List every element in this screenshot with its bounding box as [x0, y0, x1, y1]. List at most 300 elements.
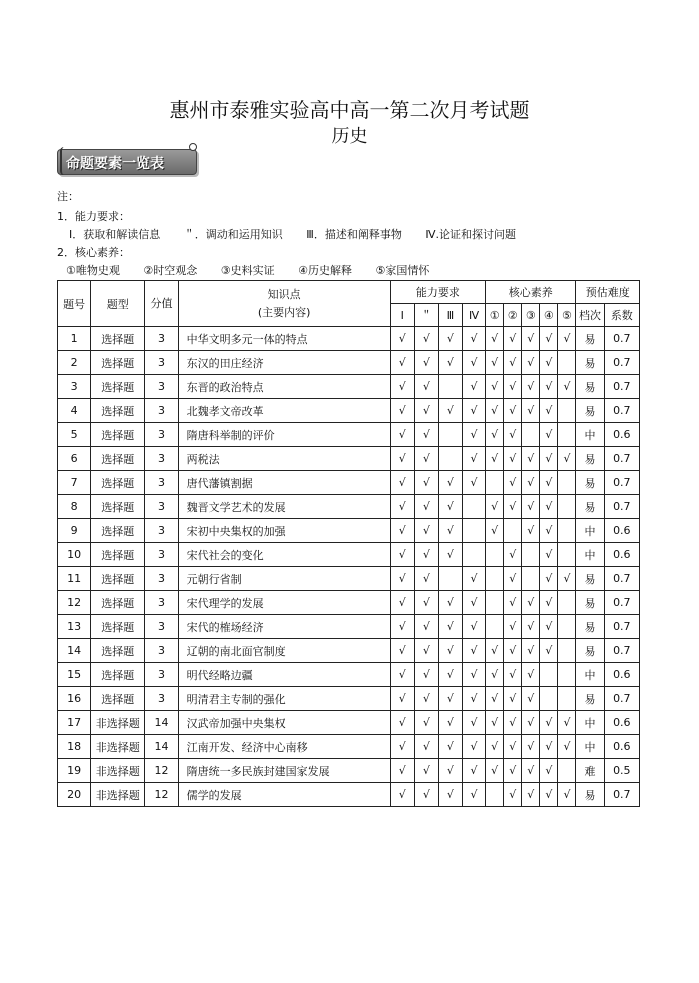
literacy-check: √ — [486, 735, 504, 759]
literacy-check: √ — [522, 615, 540, 639]
row-level: 易 — [576, 399, 604, 423]
row-num: 16 — [58, 687, 91, 711]
row-type: 选择题 — [91, 327, 145, 351]
row-knowledge-point: 隋唐科举制的评价 — [178, 423, 390, 447]
row-score: 3 — [145, 663, 178, 687]
row-num: 20 — [58, 783, 91, 807]
literacy-check: √ — [558, 711, 576, 735]
row-type: 选择题 — [91, 399, 145, 423]
row-num: 5 — [58, 423, 91, 447]
row-coef: 0.7 — [604, 591, 639, 615]
literacy-check: √ — [504, 711, 522, 735]
literacy-check — [504, 519, 522, 543]
table-row — [58, 519, 640, 543]
ability-check: √ — [414, 495, 438, 519]
row-level: 中 — [576, 711, 604, 735]
literacy-check: √ — [540, 735, 558, 759]
ability-check: √ — [390, 663, 414, 687]
literacy-check: √ — [540, 711, 558, 735]
ability-list — [69, 226, 536, 242]
ability-title: 1．能力要求： — [57, 210, 130, 223]
literacy-check: √ — [522, 471, 540, 495]
ability-check: √ — [390, 543, 414, 567]
row-score: 3 — [145, 375, 178, 399]
row-level: 中 — [576, 663, 604, 687]
row-score: 3 — [145, 519, 178, 543]
row-type: 选择题 — [91, 543, 145, 567]
ability-check: √ — [438, 639, 462, 663]
literacy-check: √ — [540, 519, 558, 543]
ability-check: √ — [414, 711, 438, 735]
row-type: 非选择题 — [91, 711, 145, 735]
literacy-check — [558, 543, 576, 567]
row-num: 7 — [58, 471, 91, 495]
literacy-check: √ — [486, 687, 504, 711]
row-coef: 0.7 — [604, 615, 639, 639]
literacy-check: √ — [522, 783, 540, 807]
row-type: 选择题 — [91, 591, 145, 615]
row-score: 3 — [145, 423, 178, 447]
literacy-check: √ — [540, 639, 558, 663]
ability-check: √ — [390, 567, 414, 591]
literacy-check — [486, 567, 504, 591]
literacy-check: √ — [522, 663, 540, 687]
literacy-check: √ — [522, 687, 540, 711]
row-score: 3 — [145, 351, 178, 375]
row-num: 15 — [58, 663, 91, 687]
table-row — [58, 327, 640, 351]
row-level: 易 — [576, 687, 604, 711]
ability-check: √ — [390, 783, 414, 807]
row-type: 选择题 — [91, 615, 145, 639]
row-type: 选择题 — [91, 375, 145, 399]
ability-check: √ — [390, 759, 414, 783]
literacy-check: √ — [486, 423, 504, 447]
row-coef: 0.7 — [604, 399, 639, 423]
row-knowledge-point: 宋代理学的发展 — [178, 591, 390, 615]
ability-check: √ — [438, 591, 462, 615]
ability-check: √ — [462, 327, 485, 351]
literacy-check — [558, 663, 576, 687]
ability-check: √ — [414, 399, 438, 423]
ability-check: √ — [462, 471, 485, 495]
literacy-check: √ — [540, 543, 558, 567]
literacy-check: √ — [504, 567, 522, 591]
literacy-check: √ — [504, 543, 522, 567]
row-level: 易 — [576, 495, 604, 519]
literacy-check: √ — [522, 711, 540, 735]
row-type: 选择题 — [91, 687, 145, 711]
row-level: 易 — [576, 615, 604, 639]
row-type: 选择题 — [91, 423, 145, 447]
row-coef: 0.7 — [604, 351, 639, 375]
literacy-check: √ — [486, 519, 504, 543]
row-score: 3 — [145, 615, 178, 639]
ability-check: √ — [462, 447, 485, 471]
row-knowledge-point: 元朝行省制 — [178, 567, 390, 591]
literacy-check: √ — [540, 495, 558, 519]
row-level: 中 — [576, 519, 604, 543]
ability-check: √ — [414, 687, 438, 711]
literacy-check: √ — [504, 399, 522, 423]
header-ability: 能力要求 — [390, 281, 485, 304]
ability-check: √ — [462, 711, 485, 735]
row-score: 3 — [145, 471, 178, 495]
literacy-check: √ — [522, 327, 540, 351]
row-num: 2 — [58, 351, 91, 375]
ability-check: √ — [438, 783, 462, 807]
literacy-check — [540, 687, 558, 711]
row-level: 易 — [576, 471, 604, 495]
row-level: 中 — [576, 543, 604, 567]
literacy-check: √ — [504, 447, 522, 471]
header-ability-col: Ⅳ — [462, 304, 485, 327]
header-diff-col: 系数 — [604, 304, 639, 327]
ability-check: √ — [414, 663, 438, 687]
row-type: 选择题 — [91, 351, 145, 375]
row-knowledge-point: 辽朝的南北面官制度 — [178, 639, 390, 663]
header-knowledge-point — [178, 281, 390, 327]
literacy-check: √ — [540, 567, 558, 591]
row-score: 3 — [145, 447, 178, 471]
literacy-item: ②时空观念 — [143, 264, 198, 277]
header-literacy-col: ② — [504, 304, 522, 327]
ability-check: √ — [414, 591, 438, 615]
literacy-check — [558, 591, 576, 615]
ability-check: √ — [390, 687, 414, 711]
row-num: 1 — [58, 327, 91, 351]
row-num: 12 — [58, 591, 91, 615]
literacy-check: √ — [504, 591, 522, 615]
row-coef: 0.7 — [604, 327, 639, 351]
literacy-item: ①唯物史观 — [66, 264, 120, 277]
row-level: 易 — [576, 591, 604, 615]
literacy-check — [558, 351, 576, 375]
row-coef: 0.6 — [604, 663, 639, 687]
header-ability-col: ＂ — [414, 304, 438, 327]
row-score: 3 — [145, 567, 178, 591]
row-level: 易 — [576, 375, 604, 399]
literacy-check: √ — [486, 759, 504, 783]
literacy-check: √ — [504, 423, 522, 447]
literacy-title: 2．核心素养： — [57, 246, 130, 259]
header-ability-col: Ⅰ — [390, 304, 414, 327]
ability-check: √ — [414, 783, 438, 807]
ability-check: √ — [462, 351, 485, 375]
literacy-check — [522, 567, 540, 591]
row-coef: 0.7 — [604, 495, 639, 519]
ability-check: √ — [462, 663, 485, 687]
literacy-check: √ — [486, 639, 504, 663]
table-row — [58, 663, 640, 687]
literacy-check: √ — [522, 519, 540, 543]
row-knowledge-point: 宋初中央集权的加强 — [178, 519, 390, 543]
row-knowledge-point: 江南开发、经济中心南移 — [178, 735, 390, 759]
literacy-check — [558, 423, 576, 447]
ability-check: √ — [390, 639, 414, 663]
row-score: 3 — [145, 687, 178, 711]
banner-label: 命题要素一览表 — [66, 156, 164, 172]
ability-check: √ — [438, 351, 462, 375]
literacy-check — [540, 663, 558, 687]
ability-check: √ — [438, 399, 462, 423]
header-literacy-col: ④ — [540, 304, 558, 327]
row-score: 3 — [145, 591, 178, 615]
ability-check: √ — [414, 351, 438, 375]
row-score: 3 — [145, 495, 178, 519]
table-row — [58, 591, 640, 615]
table-row — [58, 567, 640, 591]
ability-check — [438, 375, 462, 399]
literacy-check: √ — [504, 759, 522, 783]
literacy-check — [486, 471, 504, 495]
literacy-check: √ — [486, 495, 504, 519]
ability-check: √ — [462, 783, 485, 807]
row-knowledge-point: 东晋的政治特点 — [178, 375, 390, 399]
ability-check: √ — [414, 759, 438, 783]
ability-check: √ — [390, 351, 414, 375]
ability-check: √ — [390, 495, 414, 519]
row-knowledge-point: 中华文明多元一体的特点 — [178, 327, 390, 351]
ability-check: √ — [438, 687, 462, 711]
row-score: 3 — [145, 327, 178, 351]
row-score: 14 — [145, 711, 178, 735]
row-num: 6 — [58, 447, 91, 471]
ability-check: √ — [462, 687, 485, 711]
section-banner — [57, 149, 197, 175]
row-coef: 0.6 — [604, 519, 639, 543]
row-score: 14 — [145, 735, 178, 759]
literacy-check: √ — [540, 783, 558, 807]
row-coef: 0.6 — [604, 735, 639, 759]
literacy-check: √ — [504, 351, 522, 375]
row-coef: 0.7 — [604, 783, 639, 807]
row-knowledge-point: 隋唐统一多民族封建国家发展 — [178, 759, 390, 783]
literacy-item: ③史料实证 — [220, 264, 275, 277]
ability-check: √ — [438, 711, 462, 735]
row-level: 易 — [576, 783, 604, 807]
ability-check: √ — [390, 471, 414, 495]
literacy-item: ⑤家国情怀 — [375, 264, 430, 277]
row-coef: 0.7 — [604, 375, 639, 399]
literacy-check — [558, 759, 576, 783]
literacy-check: √ — [486, 327, 504, 351]
row-type: 选择题 — [91, 519, 145, 543]
table-row — [58, 471, 640, 495]
ability-check: √ — [390, 615, 414, 639]
table-row — [58, 687, 640, 711]
row-num: 14 — [58, 639, 91, 663]
literacy-check — [558, 687, 576, 711]
ability-check: √ — [438, 543, 462, 567]
ability-check: √ — [462, 735, 485, 759]
row-type: 选择题 — [91, 567, 145, 591]
row-num: 18 — [58, 735, 91, 759]
ability-check: √ — [462, 423, 485, 447]
table-row — [58, 543, 640, 567]
row-num: 4 — [58, 399, 91, 423]
table-row — [58, 711, 640, 735]
scroll-pin-icon — [189, 143, 197, 151]
literacy-check: √ — [558, 735, 576, 759]
ability-check — [438, 447, 462, 471]
row-knowledge-point: 唐代藩镇割据 — [178, 471, 390, 495]
page-title: 惠州市泰雅实验高中高一第二次月考试题 — [169, 98, 530, 122]
row-score: 12 — [145, 759, 178, 783]
literacy-check — [558, 495, 576, 519]
ability-check: √ — [438, 327, 462, 351]
literacy-check: √ — [540, 399, 558, 423]
table-row — [58, 639, 640, 663]
literacy-list — [66, 262, 449, 278]
ability-check: √ — [438, 735, 462, 759]
literacy-check: √ — [486, 375, 504, 399]
ability-check: √ — [462, 591, 485, 615]
ability-check: √ — [390, 591, 414, 615]
literacy-check — [558, 639, 576, 663]
row-score: 3 — [145, 543, 178, 567]
literacy-check: √ — [540, 615, 558, 639]
ability-check: √ — [414, 567, 438, 591]
row-coef: 0.6 — [604, 543, 639, 567]
literacy-check: √ — [558, 783, 576, 807]
literacy-check: √ — [540, 351, 558, 375]
literacy-check: √ — [540, 423, 558, 447]
header-score: 分值 — [145, 281, 178, 327]
literacy-check: √ — [504, 375, 522, 399]
row-coef: 0.7 — [604, 567, 639, 591]
literacy-check — [522, 543, 540, 567]
row-knowledge-point: 汉武帝加强中央集权 — [178, 711, 390, 735]
literacy-check: √ — [540, 471, 558, 495]
header-kp-line2: (主要内容) — [257, 305, 311, 319]
ability-check: √ — [414, 543, 438, 567]
literacy-check: √ — [504, 687, 522, 711]
literacy-check: √ — [504, 495, 522, 519]
row-coef: 0.7 — [604, 639, 639, 663]
header-ability-col: Ⅲ — [438, 304, 462, 327]
literacy-check — [558, 519, 576, 543]
header-diff-col: 档次 — [576, 304, 604, 327]
literacy-check: √ — [486, 351, 504, 375]
ability-check: √ — [390, 399, 414, 423]
table-row — [58, 399, 640, 423]
ability-check: √ — [414, 735, 438, 759]
literacy-check: √ — [504, 615, 522, 639]
literacy-check: √ — [522, 447, 540, 471]
table-row — [58, 495, 640, 519]
ability-check: √ — [462, 759, 485, 783]
literacy-item: ④历史解释 — [298, 264, 352, 277]
literacy-check — [558, 615, 576, 639]
literacy-check: √ — [558, 567, 576, 591]
scroll-curl-icon — [60, 147, 70, 175]
table-row — [58, 423, 640, 447]
row-coef: 0.5 — [604, 759, 639, 783]
row-level: 中 — [576, 735, 604, 759]
row-num: 17 — [58, 711, 91, 735]
literacy-check: √ — [504, 735, 522, 759]
ability-check: √ — [462, 615, 485, 639]
header-literacy-col: ⑤ — [558, 304, 576, 327]
literacy-check: √ — [486, 399, 504, 423]
literacy-check: √ — [486, 663, 504, 687]
literacy-check: √ — [504, 471, 522, 495]
literacy-check: √ — [558, 375, 576, 399]
row-knowledge-point: 东汉的田庄经济 — [178, 351, 390, 375]
row-level: 易 — [576, 447, 604, 471]
ability-check: √ — [438, 663, 462, 687]
table-row — [58, 351, 640, 375]
row-level: 易 — [576, 327, 604, 351]
table-row — [58, 735, 640, 759]
literacy-check: √ — [558, 327, 576, 351]
row-level: 易 — [576, 567, 604, 591]
row-knowledge-point: 儒学的发展 — [178, 783, 390, 807]
ability-check: √ — [390, 375, 414, 399]
ability-item: Ⅳ.论证和探讨问题 — [425, 228, 516, 241]
literacy-check: √ — [504, 327, 522, 351]
row-coef: 0.6 — [604, 711, 639, 735]
ability-check: √ — [390, 447, 414, 471]
header-literacy: 核心素养 — [486, 281, 576, 304]
literacy-check: √ — [522, 759, 540, 783]
header-difficulty: 预估难度 — [576, 281, 640, 304]
ability-check: √ — [414, 423, 438, 447]
literacy-check: √ — [558, 447, 576, 471]
literacy-check — [522, 423, 540, 447]
literacy-check: √ — [522, 495, 540, 519]
literacy-check: √ — [522, 639, 540, 663]
row-coef: 0.7 — [604, 447, 639, 471]
literacy-check: √ — [540, 591, 558, 615]
ability-check: √ — [438, 615, 462, 639]
ability-check: √ — [438, 471, 462, 495]
literacy-check: √ — [522, 351, 540, 375]
row-num: 11 — [58, 567, 91, 591]
ability-check: √ — [462, 639, 485, 663]
row-num: 10 — [58, 543, 91, 567]
literacy-check — [486, 615, 504, 639]
literacy-check: √ — [504, 663, 522, 687]
row-type: 非选择题 — [91, 735, 145, 759]
ability-check: √ — [390, 711, 414, 735]
row-knowledge-point: 宋代社会的变化 — [178, 543, 390, 567]
ability-check — [462, 543, 485, 567]
ability-item: ＂．调动和运用知识 — [183, 228, 283, 241]
literacy-check: √ — [504, 639, 522, 663]
row-level: 易 — [576, 351, 604, 375]
header-type: 题型 — [91, 281, 145, 327]
table-body — [58, 327, 640, 807]
ability-check: √ — [390, 423, 414, 447]
row-type: 选择题 — [91, 447, 145, 471]
literacy-check — [486, 783, 504, 807]
row-num: 13 — [58, 615, 91, 639]
literacy-check — [558, 399, 576, 423]
row-type: 选择题 — [91, 495, 145, 519]
header-literacy-col: ③ — [522, 304, 540, 327]
literacy-check: √ — [540, 327, 558, 351]
literacy-check — [486, 543, 504, 567]
ability-check: √ — [414, 639, 438, 663]
table-row — [58, 615, 640, 639]
ability-check: √ — [462, 375, 485, 399]
table-row — [58, 759, 640, 783]
table-row — [58, 783, 640, 807]
literacy-check — [486, 591, 504, 615]
row-type: 选择题 — [91, 639, 145, 663]
